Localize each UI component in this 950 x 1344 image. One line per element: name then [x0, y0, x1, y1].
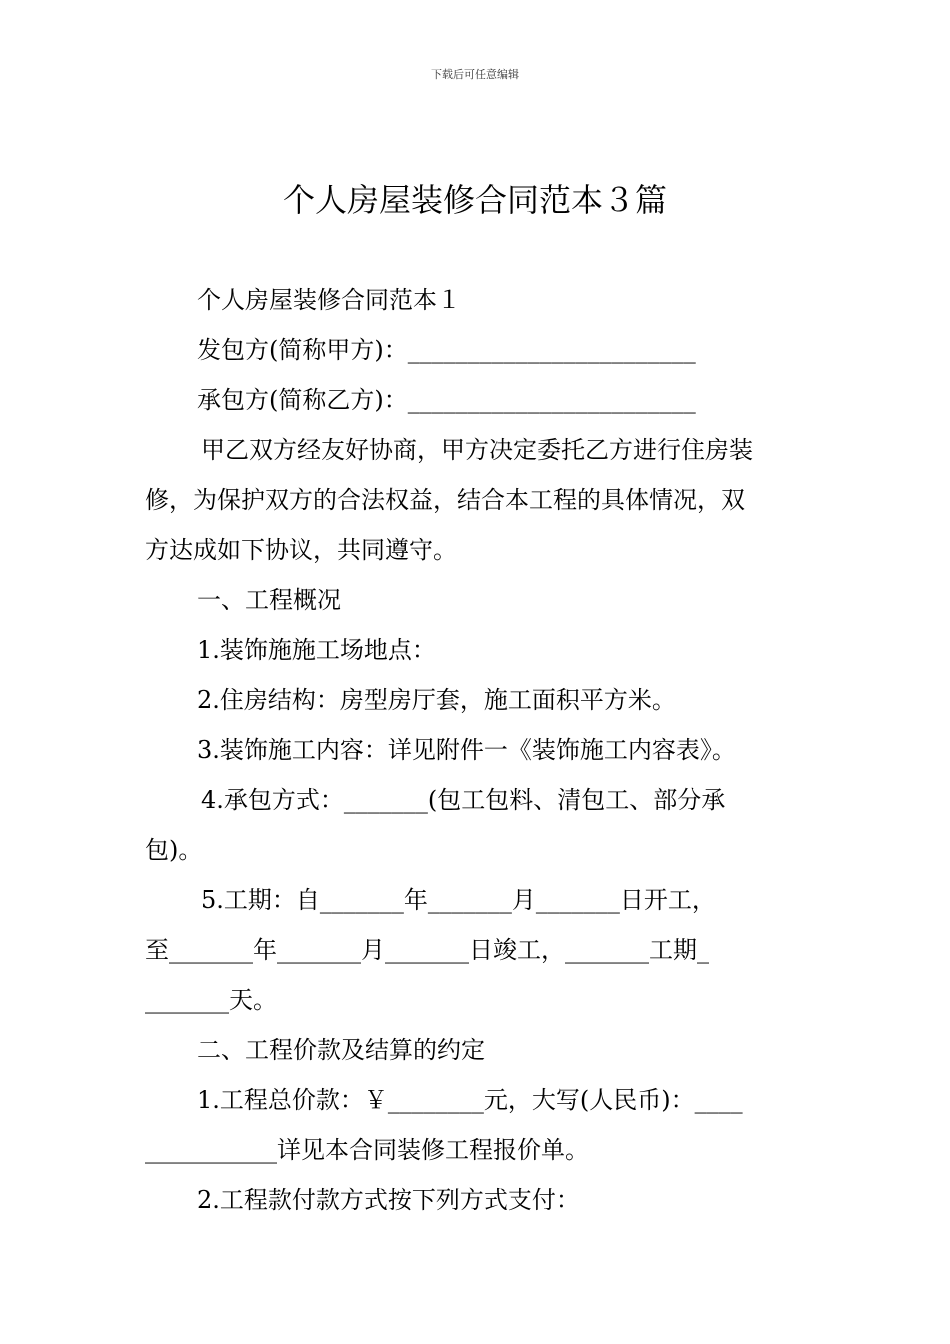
clause-site-location: 1.装饰施施工场地点：: [197, 636, 436, 664]
preamble-line-1: 甲乙双方经友好协商，甲方决定委托乙方进行住房装: [201, 436, 753, 464]
preamble-line-3: 方达成如下协议，共同遵守。: [145, 536, 457, 564]
clause-contract-mode-cont: 包)。: [145, 836, 203, 864]
party-a-line: 发包方(简称甲方)：________________________: [197, 336, 696, 364]
contract-body: [145, 275, 809, 1225]
clause-payment-method: 2.工程款付款方式按下列方式支付：: [197, 1186, 580, 1214]
section-heading-price: 二、工程价款及结算的约定: [197, 1036, 485, 1064]
clause-schedule-cont: 至_______年_______月_______日竣工，_______工期_: [145, 936, 709, 964]
clause-contract-mode: 4.承包方式：_______(包工包料、清包工、部分承: [201, 786, 726, 814]
preamble-line-2: 修，为保护双方的合法权益，结合本工程的具体情况，双: [145, 486, 745, 514]
header-note: 下载后可任意编辑: [431, 68, 519, 81]
clause-housing-structure: 2.住房结构：房型房厅套，施工面积平方米。: [197, 686, 676, 714]
clause-total-price-cont: ___________详见本合同装修工程报价单。: [145, 1136, 589, 1164]
document-title: 个人房屋装修合同范本３篇: [282, 181, 667, 219]
section-heading-contract-1: 个人房屋装修合同范本１: [197, 286, 461, 314]
clause-total-price: 1.工程总价款：￥________元，大写(人民币)：____: [197, 1086, 743, 1114]
party-b-line: 承包方(简称乙方)：________________________: [197, 386, 696, 414]
clause-schedule: 5.工期：自_______年_______月_______日开工，: [201, 886, 716, 914]
clause-schedule-days: _______天。: [145, 986, 277, 1014]
section-heading-overview: 一、工程概况: [197, 586, 341, 614]
clause-work-content: 3.装饰施工内容：详见附件一《装饰施工内容表》。: [197, 736, 736, 764]
